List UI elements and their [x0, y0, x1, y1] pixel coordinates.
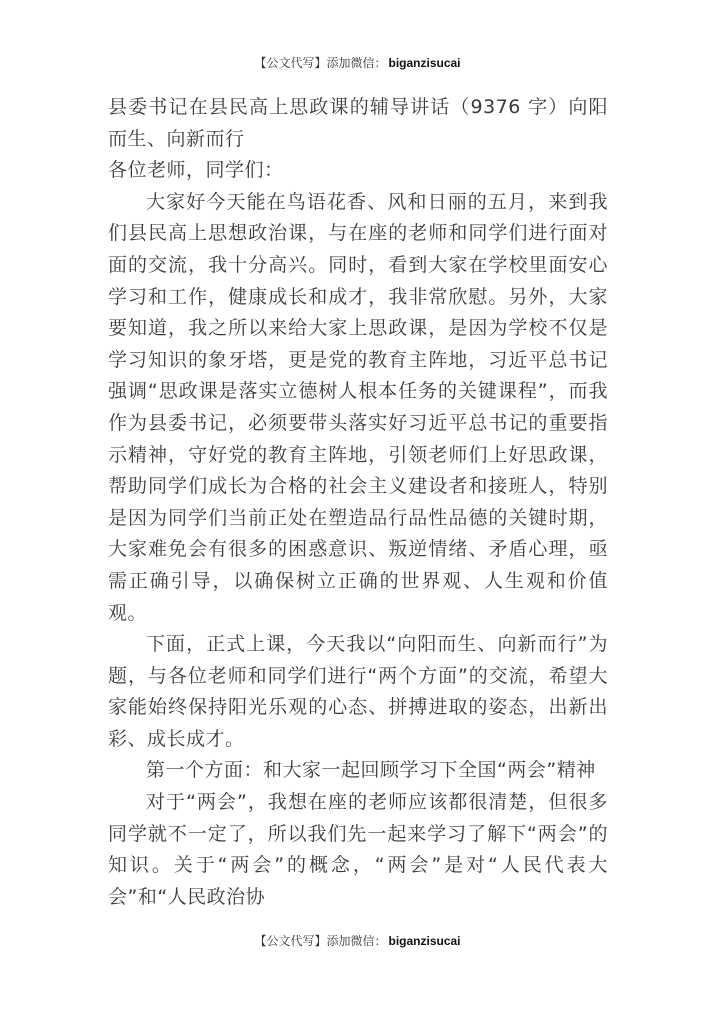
paragraph: 下面，正式上课，今天我以“向阳而生、向新而行”为题，与各位老师和同学们进行“两个方面”的交流，希望大家能始终保持阳光乐观的心态、拼搏进取的姿态，出新出彩、成长成才。	[108, 633, 608, 750]
document-body	[108, 92, 608, 913]
page-header	[0, 54, 715, 71]
footer-wechat-id: biganzisucai	[388, 934, 461, 948]
document-title: 县委书记在县民高上思政课的辅导讲话（9376 字）向阳而生、向新而行	[108, 96, 608, 150]
salutation: 各位老师，同学们：	[108, 159, 284, 182]
section-heading: 第一个方面：和大家一起回顾学习下全国“两会”精神	[146, 759, 596, 782]
header-ad-text: 【公文代写】添加微信：	[254, 56, 387, 70]
paragraph: 大家好今天能在鸟语花香、风和日丽的五月，来到我们县民高上思想政治课，与在座的老师和同学们进行面对面的交流，我十分高兴。同时，看到大家在学校里面安心学习和工作，健康成长和成才，我非常欣慰。另外，大家要知道，我之所以来给大家上思政课，是因为学校不仅是学习知识的象牙塔，更是党的教育主阵地，习近平总书记强调“思政课是落实立德树人根本任务的关键课程”，而我作为县委书记，必须要带头落实好习近平总书记的重要指示精神，守好党的教育主阵地，引领老师们上好思政课，帮助同学们成长为合格的社会主义建设者和接班人，特别是因为同学们当前正处在塑造品行品性品德的关键时期，大家难免会有很多的困惑意识、叛逆情绪、矛盾心理，亟需正确引导，以确保树立正确的世界观、人生观和价值观。	[108, 190, 608, 624]
page-footer	[0, 932, 715, 949]
paragraph: 对于“两会”，我想在座的老师应该都很清楚，但很多同学就不一定了，所以我们先一起来学习了解下“两会”的知识。关于“两会”的概念，“两会”是对“人民代表大会”和“人民政治协	[108, 791, 608, 908]
footer-ad-text: 【公文代写】添加微信：	[254, 934, 387, 948]
header-wechat-id: biganzisucai	[388, 56, 461, 70]
